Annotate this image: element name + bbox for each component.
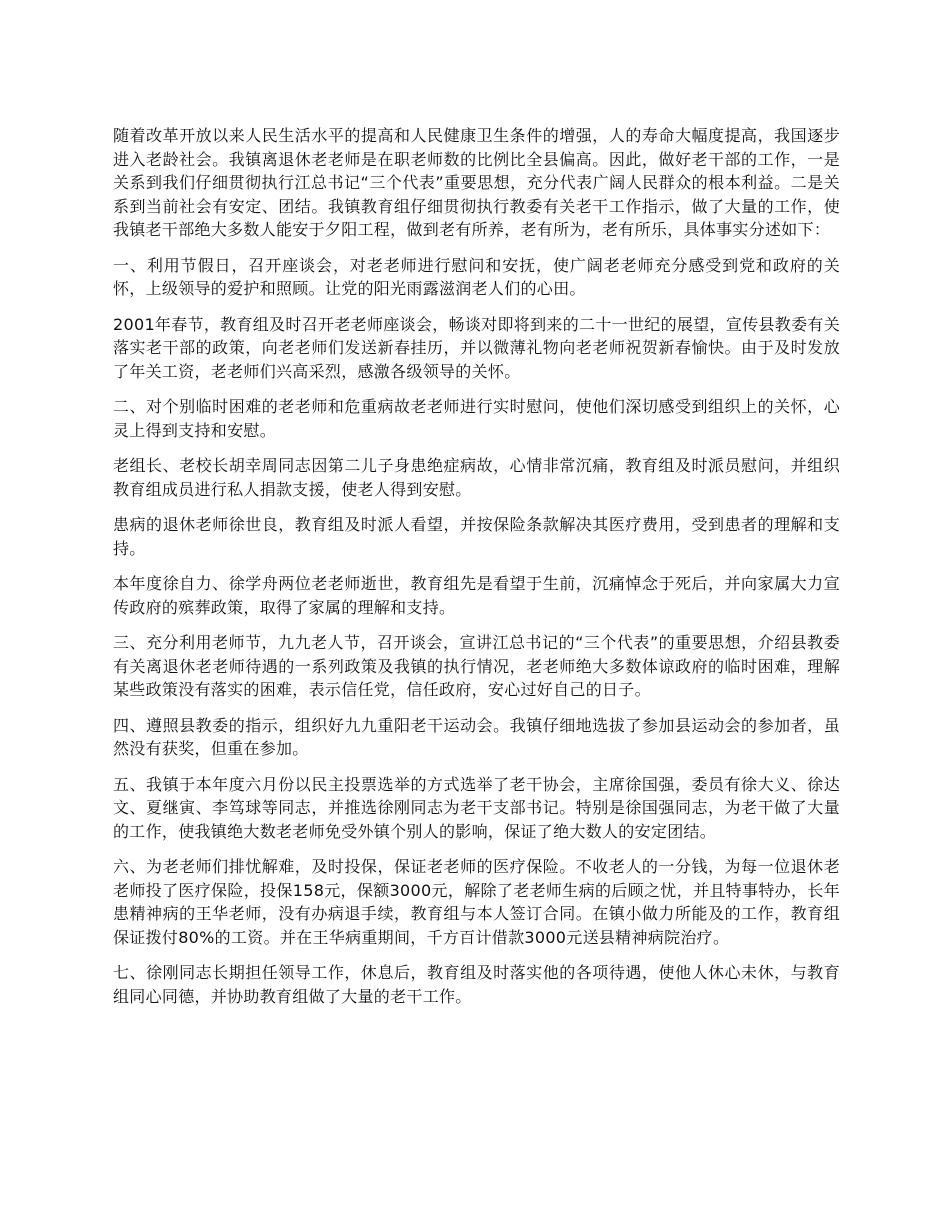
paragraph-hu-xingzhou: 老组长、老校长胡幸周同志因第二儿子身患绝症病故，心情非常沉痛，教育组及时派员慰问，并组织教育组成员进行私人捐款支援，使老人得到安慰。 [113,456,840,499]
document-body [113,124,840,1020]
paragraph-intro: 随着改革开放以来人民生活水平的提高和人民健康卫生条件的增强，人的寿命大幅度提高，我国逐步进入老龄社会。我镇离退休老老师是在职老师数的比例比全县偏高。因此，做好老干部的工作，一是关系到我们仔细贯彻执行江总书记“三个代表”重要思想，充分代表广阔人民群众的根本利益。二是关系到当前社会有安定、团结。我镇教育组仔细贯彻执行教委有关老干工作指示，做了大量的工作，使我镇老干部绝大多数人能安于夕阳工程，做到老有所养，老有所为，老有所乐，具体事实分述如下： [113,126,840,239]
paragraph-xu-shiliang: 患病的退休老师徐世良，教育组及时派人看望，并按保险条款解决其医疗费用，受到患者的理解和支持。 [113,515,840,558]
paragraph-section-6: 六、为老老师们排忧解难，及时投保，保证老老师的医疗保险。不收老人的一分钱，为每一位退休老老师投了医疗保险，投保158元，保额3000元，解除了老老师生病的后顾之忧，并且特事特办，长年患精神病的王华老师，没有办病退手续，教育组与本人签订合同。在镇小做力所能及的工作，教育组保证拨付80%的工资。并在王华病重期间，千方百计借款3000元送县精神病院治疗。 [113,857,840,947]
paragraph-section-5: 五、我镇于本年度六月份以民主投票选举的方式选举了老干协会，主席徐国强，委员有徐大义、徐达文、夏继寅、李笃球等同志，并推选徐刚同志为老干支部书记。特别是徐国强同志，为老干做了大量的工作，使我镇绝大数老老师免受外镇个别人的影响，保证了绝大数人的安定团结。 [113,774,840,841]
paragraph-section-3: 三、充分利用老师节，九九老人节，召开谈会，宣讲江总书记的“三个代表”的重要思想，介绍县教委有关离退休老老师待遇的一系列政策及我镇的执行情况，老老师绝大多数体谅政府的临时困难，理解某些政策没有落实的困难，表示信任党，信任政府，安心过好自己的日子。 [113,633,840,699]
paragraph-deceased-teachers: 本年度徐自力、徐学舟两位老老师逝世，教育组先是看望于生前，沉痛悼念于死后，并向家属大力宣传政府的殡葬政策，取得了家属的理解和支持。 [113,574,840,617]
paragraph-section-2: 二、对个别临时困难的老老师和危重病故老老师进行实时慰问，使他们深切感受到组织上的关怀，心灵上得到支持和安慰。 [113,397,840,440]
paragraph-section-7: 七、徐刚同志长期担任领导工作，休息后，教育组及时落实他的各项待遇，使他人休心未休，与教育组同心同德，并协助教育组做了大量的老干工作。 [113,963,840,1006]
paragraph-section-1: 一、利用节假日，召开座谈会，对老老师进行慰问和安抚，使广阔老老师充分感受到党和政府的关怀，上级领导的爱护和照顾。让党的阳光雨露滋润老人们的心田。 [113,255,840,298]
paragraph-spring-festival: 2001年春节，教育组及时召开老老师座谈会，畅谈对即将到来的二十一世纪的展望，宣传县教委有关落实老干部的政策，向老老师们发送新春挂历，并以微薄礼物向老老师祝贺新春愉快。由于及时发放了年关工资，老老师们兴高采烈，感激各级领导的关怀。 [113,314,840,381]
paragraph-section-4: 四、遵照县教委的指示，组织好九九重阳老干运动会。我镇仔细地选拔了参加县运动会的参加者，虽然没有获奖，但重在参加。 [113,715,840,758]
